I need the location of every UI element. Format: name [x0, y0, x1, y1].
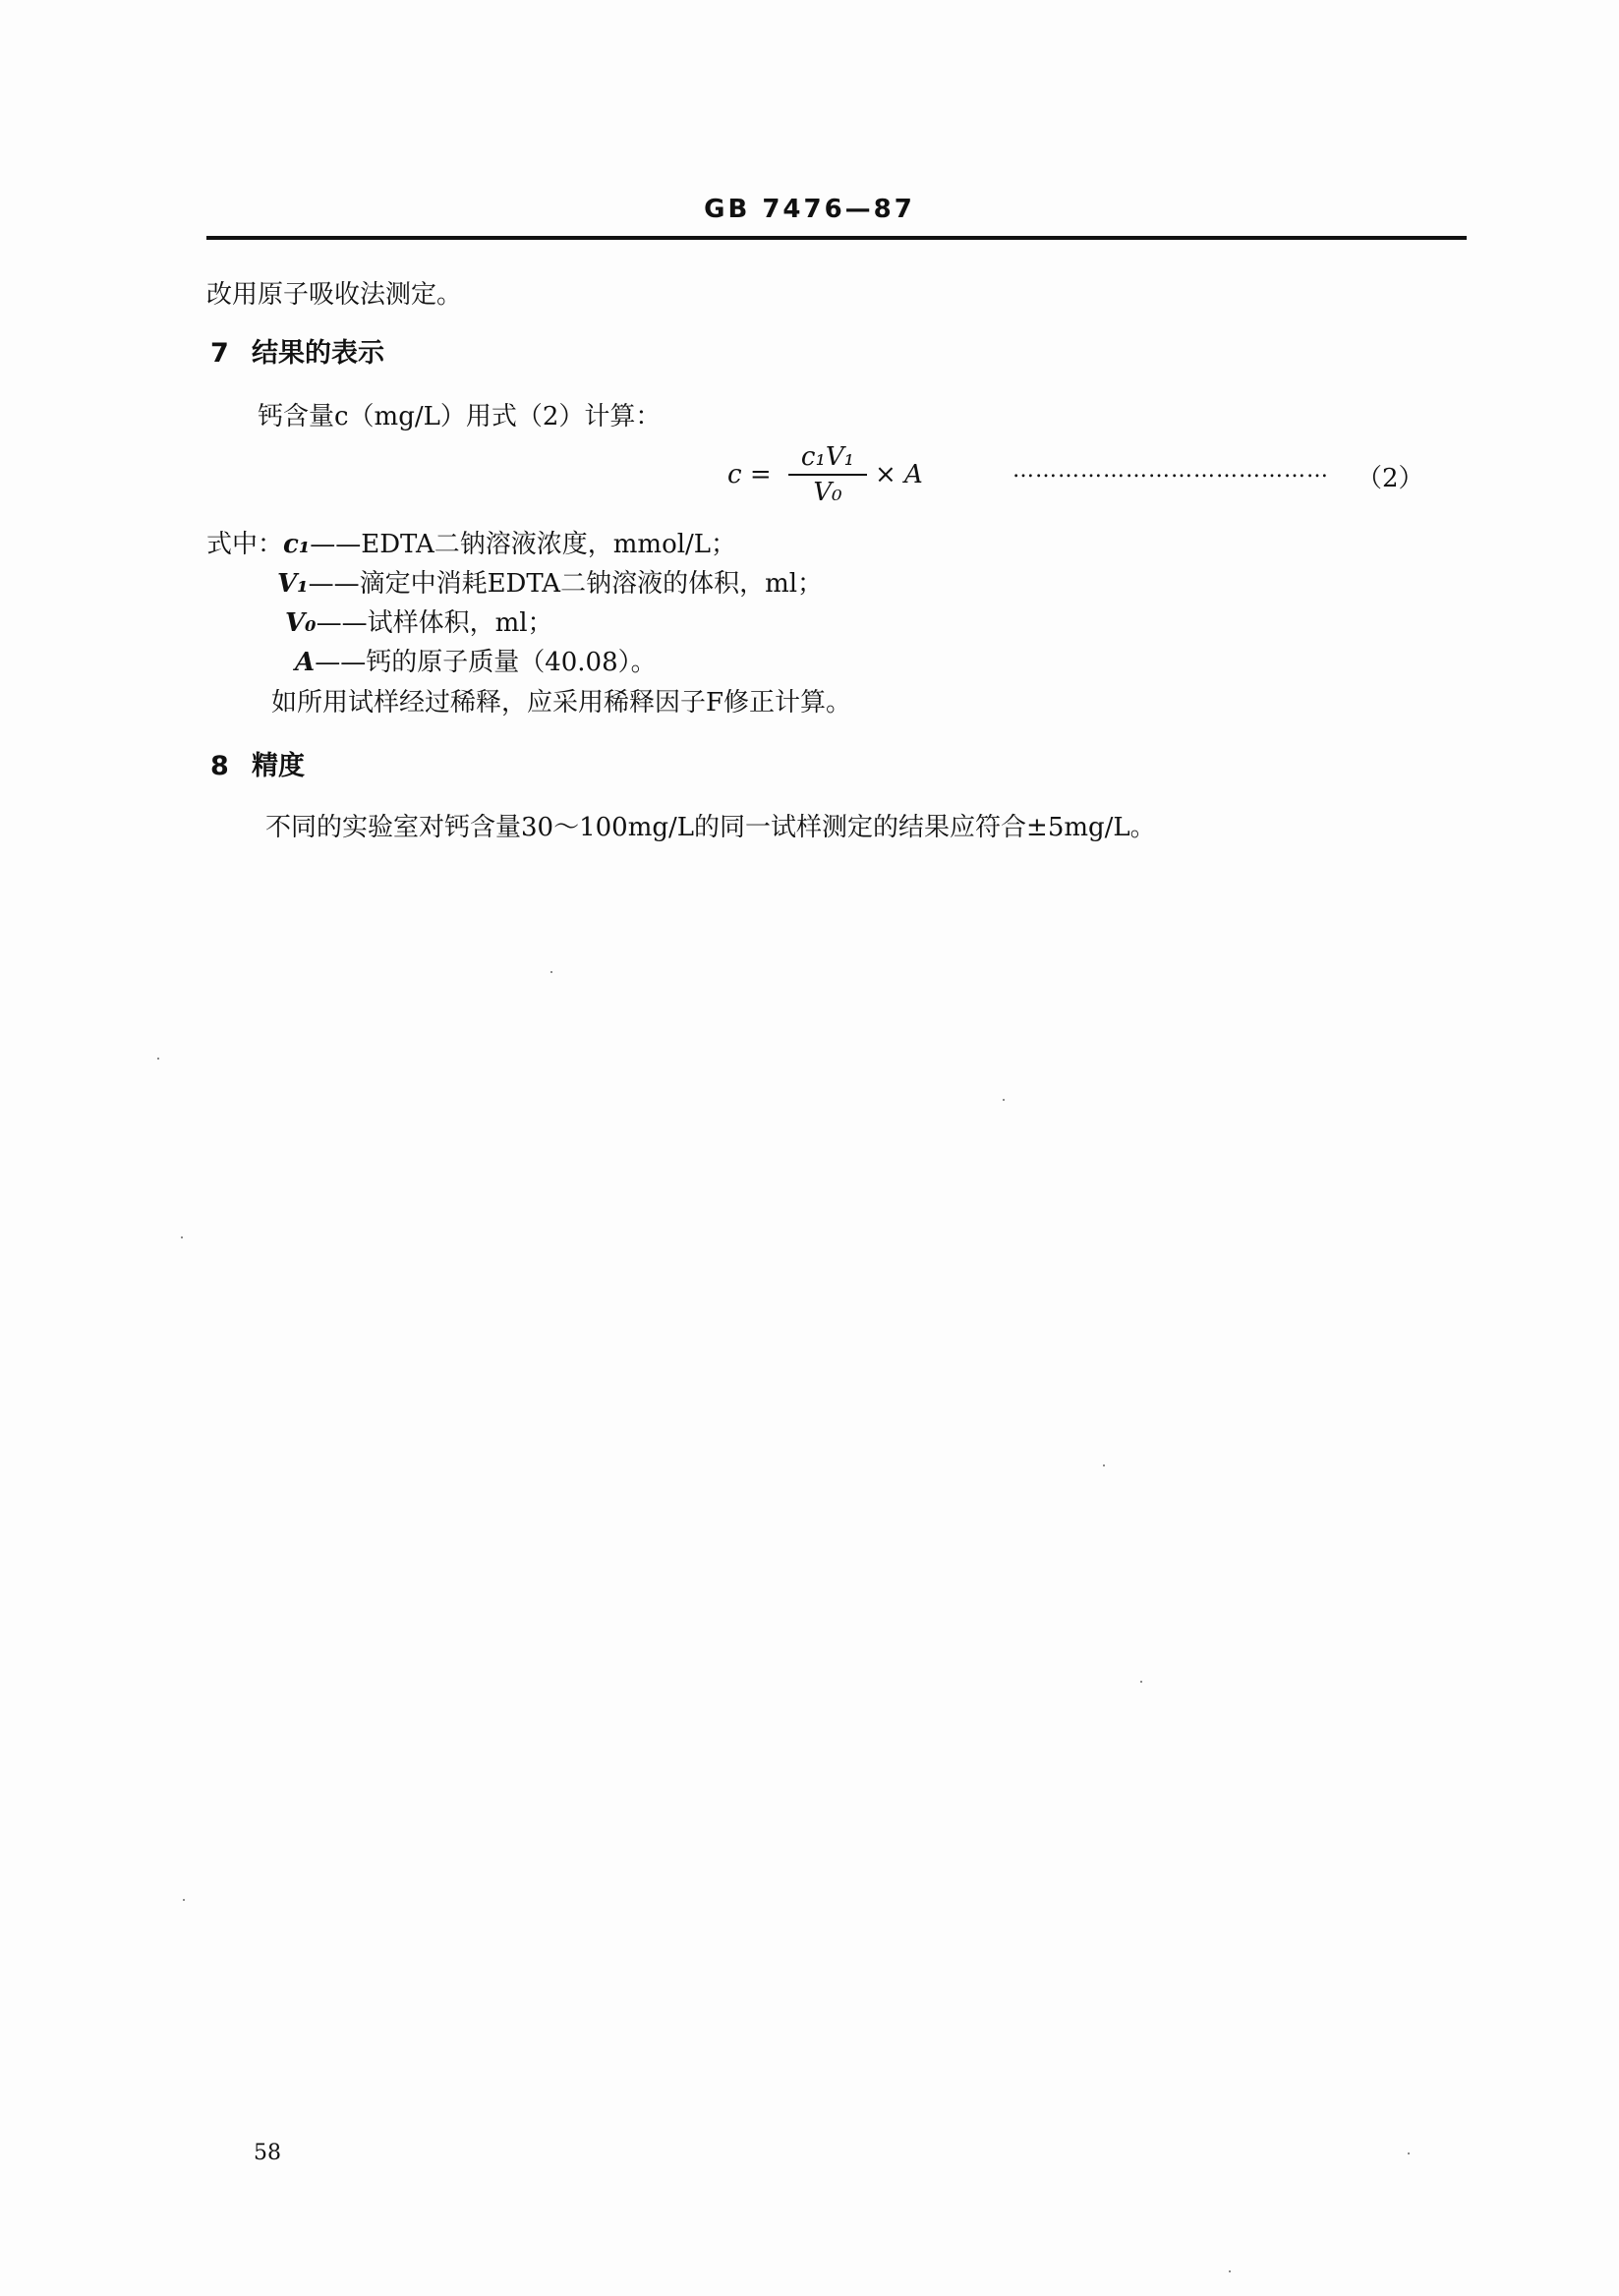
- variable-symbol: A: [295, 648, 316, 677]
- variable-symbol: c₁: [283, 530, 311, 559]
- where-label: 式中：: [206, 530, 284, 559]
- variable-symbol: V₀: [285, 608, 317, 638]
- formula-numerator: c₁V₁: [800, 442, 855, 472]
- section-7-number: 7: [210, 338, 229, 369]
- scan-speck: [157, 1058, 159, 1060]
- variable-line: [295, 645, 657, 680]
- equation-leader-dots: ……………………………………: [1012, 458, 1329, 483]
- section-7-heading: [210, 336, 384, 372]
- formula-denominator: V₀: [813, 478, 842, 507]
- section-7-title: 结果的表示: [252, 338, 384, 369]
- section-8-number: 8: [210, 751, 229, 781]
- formula-lhs: c =: [727, 460, 772, 489]
- variable-line: [277, 566, 823, 602]
- scan-speck: [1140, 1681, 1142, 1683]
- variable-description: ——EDTA二钠溶液浓度，mmol/L；: [310, 530, 737, 559]
- variable-line: [206, 527, 736, 562]
- formula-fraction: [788, 442, 867, 507]
- fraction-bar: [788, 474, 867, 476]
- scan-speck: [1003, 1099, 1005, 1101]
- section-8-heading: [210, 749, 305, 784]
- variable-description: ——试样体积，ml；: [316, 608, 553, 638]
- scan-speck: [183, 1899, 185, 1901]
- dilution-note: 如所用试样经过稀释，应采用稀释因子F修正计算。: [271, 688, 852, 718]
- calculation-intro: 钙含量c（mg/L）用式（2）计算：: [258, 402, 662, 431]
- equation-number: （2）: [1357, 464, 1424, 493]
- variable-description: ——滴定中消耗EDTA二钠溶液的体积，ml；: [308, 569, 824, 599]
- section-8-title: 精度: [252, 751, 305, 781]
- precision-text: 不同的实验室对钙含量30～100mg/L的同一试样测定的结果应符合±5mg/L。: [265, 813, 1156, 842]
- scan-speck: [1408, 2152, 1410, 2154]
- standard-code-header: GB 7476—87: [704, 195, 915, 224]
- variable-symbol: V₁: [277, 569, 309, 599]
- header-rule: [206, 236, 1467, 240]
- scan-speck: [550, 971, 552, 973]
- page-number: 58: [254, 2141, 281, 2165]
- variable-description: ——钙的原子质量（40.08）。: [315, 648, 657, 677]
- scan-speck: [1229, 2270, 1231, 2272]
- scan-speck: [181, 1236, 183, 1238]
- scan-speck: [1103, 1464, 1105, 1466]
- formula-rhs: × A: [875, 460, 923, 489]
- continuation-text: 改用原子吸收法测定。: [206, 280, 463, 310]
- variable-line: [285, 605, 553, 641]
